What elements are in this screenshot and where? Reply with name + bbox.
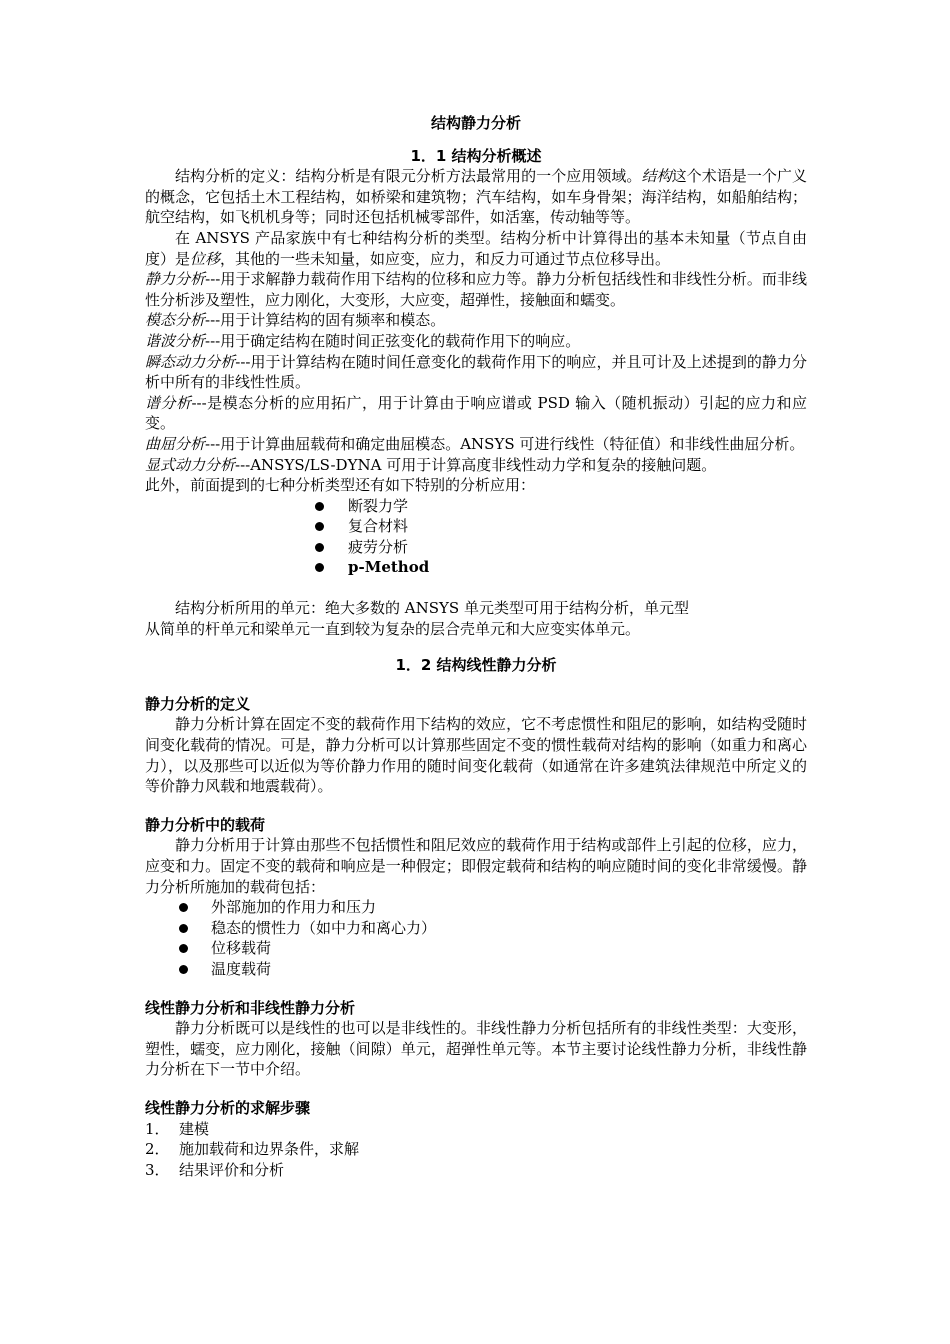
step-number: 3． — [145, 1160, 170, 1179]
elements-line-2: 从简单的杆单元和梁单元一直到较为复杂的层合壳单元和大应变实体单元。 — [145, 619, 641, 638]
list-item: 位移载荷 — [145, 938, 807, 959]
analysis-type-buckling — [145, 434, 807, 455]
analysis-type-name: 瞬态动力分析 — [145, 352, 236, 371]
step-text: 建模 — [179, 1119, 210, 1138]
analysis-type-desc: ---用于计算曲屈载荷和确定曲屈模态。ANSYS 可进行线性（特征值）和非线性曲屈分析。 — [205, 434, 805, 453]
section-heading-1-2: 1．2 结构线性静力分析 — [395, 656, 557, 675]
analysis-type-desc: ---用于计算结构在随时间任意变化的载荷作用下的响应，并且可计及上述提到的静力分析中所有的非线性性质。 — [145, 352, 807, 392]
solution-steps-list — [145, 1119, 807, 1181]
step-number: 1． — [145, 1119, 170, 1138]
list-item: 稳态的惯性力（如中力和离心力） — [145, 918, 807, 939]
elements-line-1: 结构分析所用的单元：绝大多数的 ANSYS 单元类型可用于结构分析，单元型 — [175, 599, 689, 618]
analysis-type-explicit — [145, 455, 807, 476]
list-item: 外部施加的作用力和压力 — [145, 897, 807, 918]
paragraph-static-definition: 静力分析计算在固定不变的载荷作用下结构的效应，它不考虑惯性和阻尼的影响，如结构受随时间变化载荷的情况。可是，静力分析可以计算那些固定不变的惯性载荷对结构的影响（如重力和离心力），以及那些可以近似为等价静力作用的随时间变化载荷（如通常在许多建筑法律规范中所定义的等价静力风载和地震载荷）。 — [145, 715, 807, 796]
list-item: 复合材料 — [145, 516, 807, 537]
analysis-type-name: 曲屈分析 — [145, 434, 206, 453]
analysis-type-desc: ---是模态分析的应用拓广，用于计算由于响应谱或 PSD 输入（随机振动）引起的应力和应变。 — [145, 393, 807, 433]
subheading-loads: 静力分析中的载荷 — [145, 815, 266, 834]
step-text: 施加载荷和边界条件，求解 — [179, 1140, 360, 1159]
text-run: 在 ANSYS 产品家族中有七种结构分析的类型。结构分析中计算得出的基本未知量（节点自由度）是 — [145, 228, 807, 268]
list-item: 温度载荷 — [145, 959, 807, 980]
step-item — [145, 1119, 807, 1140]
subheading-definition: 静力分析的定义 — [145, 694, 251, 713]
step-text: 结果评价和分析 — [179, 1160, 285, 1179]
emphasis-term: 位移 — [190, 249, 221, 268]
analysis-type-name: 模态分析 — [145, 311, 206, 330]
analysis-type-desc: ---用于计算结构的固有频率和模态。 — [205, 311, 446, 330]
analysis-type-transient — [145, 352, 807, 393]
paragraph-loads: 静力分析用于计算由那些不包括惯性和阻尼效应的载荷作用于结构或部件上引起的位移，应力，应变和力。固定不变的载荷和响应是一种假定；即假定载荷和结构的响应随时间的变化非常缓慢。静力分析所施加的载荷包括： — [145, 836, 807, 896]
analysis-type-static — [145, 269, 807, 310]
analysis-type-name: 静力分析 — [145, 270, 206, 289]
paragraph-ansys-types — [145, 228, 807, 269]
list-item: 疲劳分析 — [145, 537, 807, 558]
section-heading-1-1: 1．1 结构分析概述 — [410, 146, 542, 165]
text-run: ，其他的一些未知量，如应变，应力，和反力可通过节点位移导出。 — [220, 249, 671, 268]
analysis-type-harmonic — [145, 331, 807, 352]
step-number: 2． — [145, 1140, 170, 1159]
loads-list — [145, 897, 807, 979]
text-run: 这个术语是一个广义的概念，它包括土木工程结构，如桥梁和建筑物；汽车结构，如车身骨架；海洋结构，如船舶结构；航空结构，如飞机机身等；同时还包括机械零部件，如活塞，传动轴等等。 — [145, 167, 807, 227]
analysis-type-spectrum — [145, 393, 807, 434]
special-applications-intro: 此外，前面提到的七种分析类型还有如下特别的分析应用： — [145, 476, 536, 495]
emphasis-term: 结构 — [641, 167, 672, 186]
analysis-type-modal — [145, 310, 807, 331]
analysis-type-name: 谱分析 — [145, 393, 192, 412]
document-page — [145, 113, 807, 1180]
analysis-type-desc: ---用于确定结构在随时间正弦变化的载荷作用下的响应。 — [205, 331, 581, 350]
list-item: 断裂力学 — [145, 496, 807, 517]
analysis-type-desc: ---用于求解静力载荷作用下结构的位移和应力等。静力分析包括线性和非线性分析。而非线性分析涉及塑性，应力刚化，大变形，大应变，超弹性，接触面和蠕变。 — [145, 270, 807, 309]
paragraph-definition — [145, 166, 807, 228]
document-title: 结构静力分析 — [430, 114, 521, 132]
subheading-linear-nonlinear: 线性静力分析和非线性静力分析 — [145, 998, 356, 1017]
analysis-type-name: 显式动力分析 — [145, 455, 236, 474]
analysis-type-name: 谐波分析 — [145, 331, 206, 350]
special-applications-list — [145, 496, 807, 578]
list-item: p-Method — [145, 557, 807, 578]
subheading-solution-steps: 线性静力分析的求解步骤 — [145, 1098, 311, 1117]
step-item — [145, 1139, 807, 1160]
text-run: 结构分析的定义：结构分析是有限元分析方法最常用的一个应用领域。 — [175, 167, 642, 186]
analysis-type-desc: ---ANSYS/LS-DYNA 可用于计算高度非线性动力学和复杂的接触问题。 — [235, 455, 717, 474]
paragraph-linear-nonlinear: 静力分析既可以是线性的也可以是非线性的。非线性静力分析包括所有的非线性类型：大变形，塑性，蠕变，应力刚化，接触（间隙）单元，超弹性单元等。本节主要讨论线性静力分析，非线性静力分析在下一节中介绍。 — [145, 1019, 807, 1079]
step-item — [145, 1160, 807, 1181]
